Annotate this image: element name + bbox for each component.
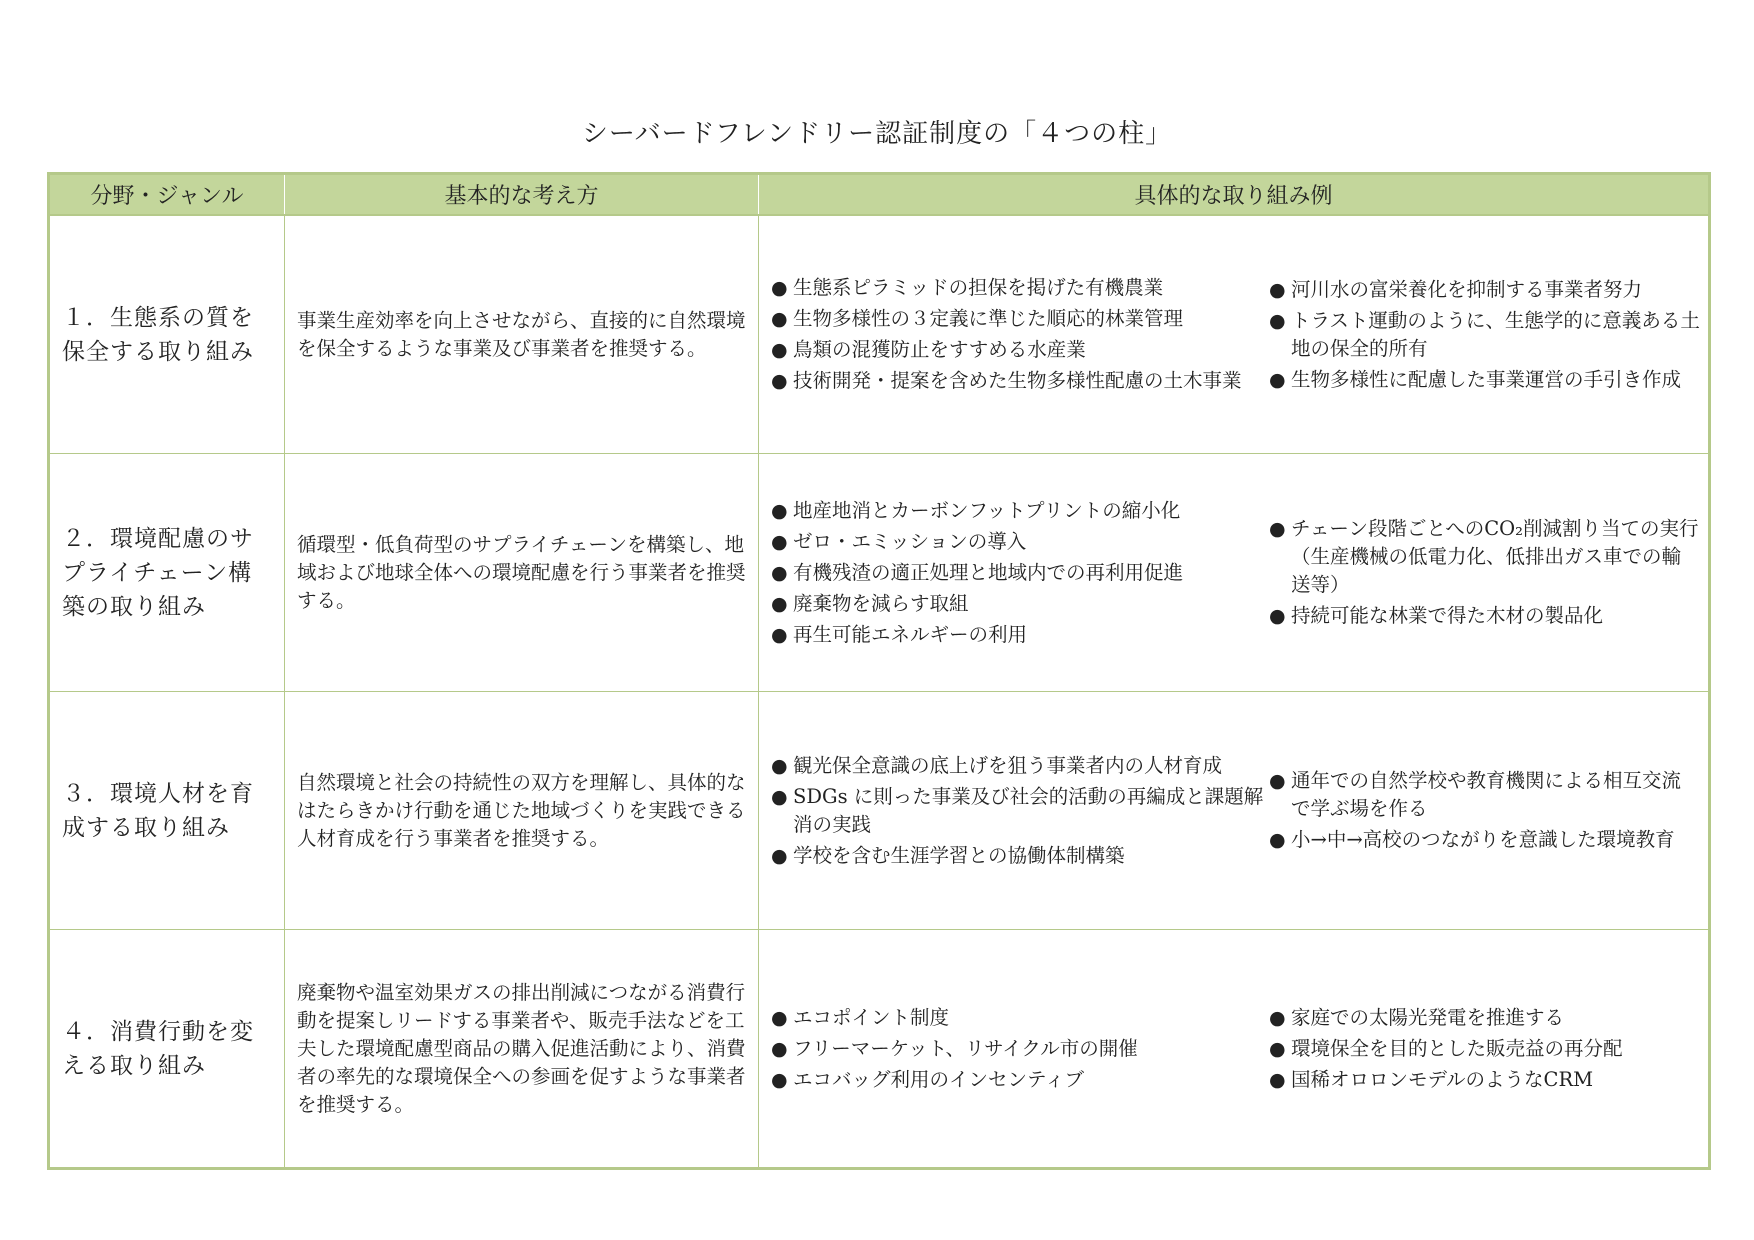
table-row [49, 692, 1710, 930]
bullet-icon: ● [1269, 368, 1286, 391]
example-text: チェーン段階ごとへのCO₂削減割り当ての実行（生産機械の低電力化、低排出ガス車での輸送等） [1291, 517, 1699, 596]
example-item [771, 367, 1269, 395]
example-item [1269, 515, 1700, 599]
bullet-icon: ● [1269, 309, 1286, 332]
pillar-field-cell: ３．環境人材を育成する取り組み [49, 692, 285, 930]
pillar-concept-cell: 自然環境と社会の持続性の双方を理解し、具体的なはたらきかけ行動を通じた地域づくりを実践できる人材育成を行う事業者を推奨する。 [285, 692, 759, 930]
page-title: シーバードフレンドリー認証制度の「４つの柱」 [581, 119, 1173, 149]
example-item [771, 274, 1269, 302]
table-row [49, 930, 1710, 1169]
bullet-icon: ● [771, 785, 788, 808]
example-text: 小→中→高校のつながりを意識した環境教育 [1291, 828, 1675, 851]
example-item [771, 1035, 1269, 1063]
example-text: 鳥類の混獲防止をすすめる水産業 [793, 338, 1086, 361]
example-text: 通年での自然学校や教育機関による相互交流で学ぶ場を作る [1291, 769, 1682, 820]
example-text: トラスト運動のように、生態学的に意義ある土地の保全的所有 [1291, 308, 1700, 360]
bullet-icon: ● [771, 499, 788, 522]
example-item [1269, 1066, 1700, 1094]
example-item [1269, 826, 1700, 854]
bullet-icon: ● [771, 1006, 788, 1029]
bullet-icon: ● [1269, 1006, 1286, 1029]
table-body [49, 215, 1710, 1169]
table-header-row [49, 174, 1710, 216]
bullet-icon: ● [1269, 1037, 1286, 1060]
bullet-icon: ● [1269, 278, 1286, 301]
example-text: 河川水の富栄養化を抑制する事業者努力 [1291, 277, 1643, 301]
example-item [771, 305, 1269, 333]
pillar-examples-cell [759, 454, 1710, 692]
example-item [771, 336, 1269, 364]
examples-list-left [771, 494, 1269, 652]
example-text: ゼロ・エミッションの導入 [793, 529, 1027, 553]
bullet-icon: ● [1269, 605, 1286, 627]
example-item [771, 559, 1269, 587]
pillar-examples-cell [759, 215, 1710, 454]
example-item [771, 752, 1269, 780]
examples-list-left [771, 1001, 1269, 1097]
example-text: 技術開発・提案を含めた生物多様性配慮の土木事業 [793, 369, 1242, 392]
example-text: フリーマーケット、リサイクル市の開催 [793, 1036, 1138, 1060]
bullet-icon: ● [771, 339, 788, 361]
header-examples: 具体的な取り組み例 [759, 174, 1710, 216]
pillar-field-cell: １．生態系の質を保全する取り組み [49, 215, 285, 454]
example-item [771, 497, 1269, 525]
example-item [1269, 276, 1700, 304]
bullet-icon: ● [1269, 829, 1286, 851]
examples-list-left [771, 749, 1269, 873]
example-text: SDGs に則った事業及び社会的活動の再編成と課題解消の実践 [793, 784, 1264, 836]
bullet-icon: ● [1269, 770, 1286, 792]
example-text: 家庭での太陽光発電を推進する [1291, 1005, 1565, 1029]
example-item [771, 590, 1269, 618]
bullet-icon: ● [771, 592, 788, 615]
examples-list-right [1269, 273, 1700, 397]
example-text: 学校を含む生涯学習との協働体制構築 [793, 843, 1125, 867]
pillar-concept-cell: 事業生産効率を向上させながら、直接的に自然環境を保全するような事業及び事業者を推奨する。 [285, 215, 759, 454]
examples-list-right [1269, 1001, 1700, 1097]
examples-columns [771, 749, 1700, 873]
example-item [771, 528, 1269, 556]
examples-columns [771, 494, 1700, 652]
header-concept: 基本的な考え方 [285, 174, 759, 216]
bullet-icon: ● [771, 277, 788, 299]
bullet-icon: ● [1269, 1068, 1286, 1091]
example-item [771, 1066, 1269, 1094]
bullet-icon: ● [771, 370, 788, 392]
bullet-icon: ● [771, 1037, 788, 1060]
example-item [1269, 1004, 1700, 1032]
example-text: 生物多様性の３定義に準じた順応的林業管理 [793, 307, 1184, 330]
header-field: 分野・ジャンル [49, 174, 285, 216]
pillar-field-cell: ２．環境配慮のサプライチェーン構築の取り組み [49, 454, 285, 692]
table-row [49, 454, 1710, 692]
example-item [1269, 767, 1700, 823]
example-text: 廃棄物を減らす取組 [793, 591, 969, 615]
pillars-table [47, 172, 1711, 1170]
example-text: 有機残渣の適正処理と地域内での再利用促進 [793, 560, 1184, 584]
bullet-icon: ● [1269, 518, 1286, 540]
example-item [771, 842, 1269, 870]
table-row [49, 215, 1710, 454]
example-text: エコポイント制度 [793, 1005, 950, 1029]
example-item [771, 783, 1269, 839]
pillar-concept-cell: 循環型・低負荷型のサプライチェーンを構築し、地域および地球全体への環境配慮を行う事業者を推奨する。 [285, 454, 759, 692]
bullet-icon: ● [771, 844, 788, 867]
examples-list-left [771, 271, 1269, 398]
example-text: 生態系ピラミッドの担保を掲げた有機農業 [793, 276, 1164, 299]
examples-list-right [1269, 512, 1700, 633]
bullet-icon: ● [771, 623, 788, 646]
example-item [1269, 366, 1700, 394]
example-text: 観光保全意識の底上げを狙う事業者内の人材育成 [793, 753, 1223, 777]
example-item [771, 621, 1269, 649]
examples-columns [771, 271, 1700, 398]
example-text: 生物多様性に配慮した事業運営の手引き作成 [1291, 367, 1682, 391]
bullet-icon: ● [771, 530, 788, 553]
example-text: 再生可能エネルギーの利用 [793, 622, 1028, 646]
example-item [1269, 602, 1700, 630]
example-text: 持続可能な林業で得た木材の製品化 [1291, 604, 1604, 627]
example-item [1269, 307, 1700, 363]
example-text: 地産地消とカーボンフットプリントの縮小化 [793, 498, 1181, 522]
bullet-icon: ● [771, 308, 788, 330]
example-item [1269, 1035, 1700, 1063]
bullet-icon: ● [771, 754, 788, 777]
bullet-icon: ● [771, 561, 788, 584]
pillar-examples-cell [759, 930, 1710, 1169]
bullet-icon: ● [771, 1068, 788, 1091]
examples-columns [771, 1001, 1700, 1097]
example-text: 環境保全を目的とした販売益の再分配 [1291, 1036, 1623, 1060]
example-item [771, 1004, 1269, 1032]
pillar-examples-cell [759, 692, 1710, 930]
pillar-concept-cell: 廃棄物や温室効果ガスの排出削減につながる消費行動を提案しリードする事業者や、販売手法などを工夫した環境配慮型商品の購入促進活動により、消費者の率先的な環境保全への参画を促すような事業者を推奨する。 [285, 930, 759, 1169]
examples-list-right [1269, 764, 1700, 857]
example-text: 国稀オロロンモデルのようなCRM [1291, 1067, 1594, 1091]
pillar-field-cell: ４．消費行動を変える取り組み [49, 930, 285, 1169]
example-text: エコバッグ利用のインセンティブ [793, 1067, 1084, 1091]
